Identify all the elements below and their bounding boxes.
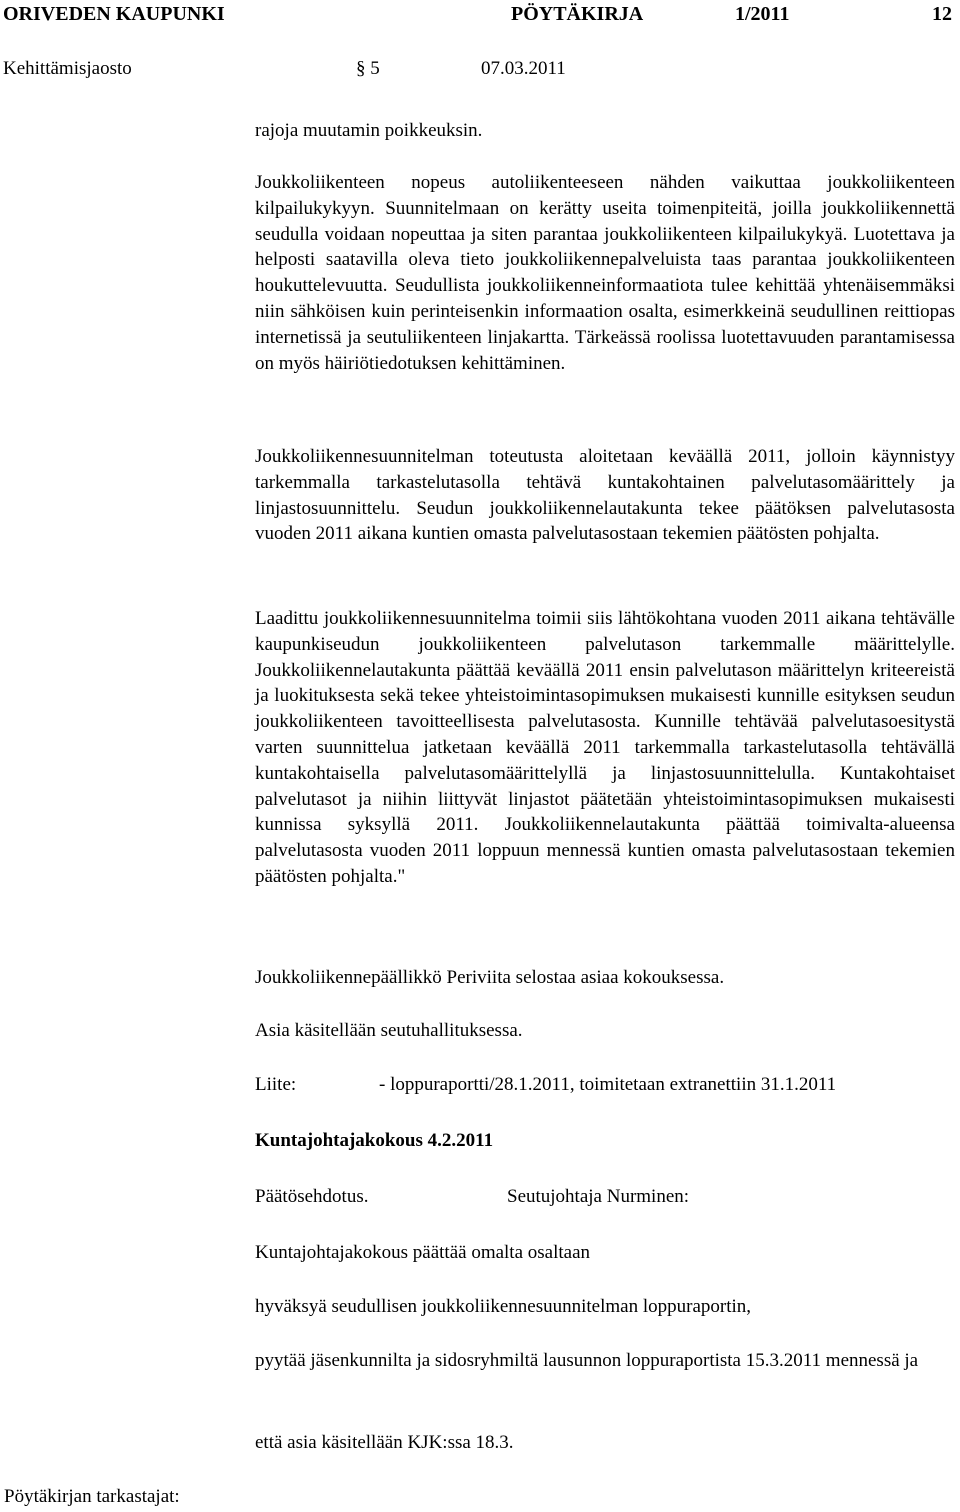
paragraph: Laadittu joukkoliikennesuunnitelma toimii siis lähtökohtana vuoden 2011 aikana tehtävälle kaupunkiseudun joukkoliikenteen palvelutason tarkemmalle määrittelylle. Joukkoliikennelautakunta päättää keväällä 2011 ensin palvelutason määrittelyn kriteereistä ja luokituksesta sekä tekee yhteistoimintasopimuksen mukaisesti kunnille esityksen seudun joukkoliikenteen tavoitteellisesta palvelutasosta. Kunnille tehtävää palvelutasoesitystä varten suunnittelua jatketaan keväällä 2011 tarkemmalla tarkastelutasolla tehtävällä kuntakohtaisella palvelutasomäärittelyllä ja linjastosuunnittelulla. Kuntakohtaiset palvelutasot ja niihin liittyvät linjastot päätetään yhteistoimintasopimuksen mukaisesti kunnissa syksyllä 2011. Joukkoliikennelautakunta päättää toimivalta-alueensa palvelutasosta vuoden 2011 loppuun mennessä kuntien omasta palvelutasostaan tekemien päätösten pohjalta." [255, 608, 955, 887]
section-number: § 5 [356, 58, 380, 79]
section-heading: Kuntajohtajakokous 4.2.2011 [255, 1130, 494, 1151]
decision-line: hyväksyä seudullisen joukkoliikennesuunnitelman loppuraportin, [255, 1296, 752, 1317]
document-type: PÖYTÄKIRJA [511, 3, 644, 25]
decision-line: pyytää jäsenkunnilta ja sidosryhmiltä lausunnon loppuraportista 15.3.2011 mennessä ja [255, 1350, 919, 1371]
footer-signature-label: Pöytäkirjan tarkastajat: [4, 1486, 180, 1507]
meeting-info [0, 58, 960, 86]
proposal-label: Päätösehdotus. [255, 1186, 369, 1207]
page-number: 12 [932, 3, 952, 25]
paragraph: Joukkoliikennesuunnitelman toteutusta aloitetaan keväällä 2011, jolloin käynnistyy tarkemmalla tarkastelutasolla tehtävä kuntakohtainen palvelutasomäärittely ja linjastosuunnittelu. Seudun joukkoliikennelautakunta tekee päätöksen palvelutasosta vuoden 2011 aikana kuntien omasta palvelutasostaan tekemien päätösten pohjalta. [255, 446, 955, 545]
committee-name: Kehittämisjaosto [3, 58, 132, 79]
decision-line: Kuntajohtajakokous päättää omalta osaltaan [255, 1242, 591, 1263]
meeting-date: 07.03.2011 [481, 58, 566, 79]
document-header [0, 0, 960, 32]
proposal-presenter: Seutujohtaja Nurminen: [507, 1186, 690, 1207]
organization-name: ORIVEDEN KAUPUNKI [3, 3, 225, 25]
paragraph: Joukkoliikennepäällikkö Periviita selostaa asiaa kokouksessa. [255, 967, 725, 988]
attachment-value: - loppuraportti/28.1.2011, toimitetaan extranettiin 31.1.2011 [379, 1074, 837, 1095]
attachment-label: Liite: [255, 1074, 297, 1095]
paragraph: Asia käsitellään seutuhallituksessa. [255, 1020, 523, 1041]
paragraph: Joukkoliikenteen nopeus autoliikenteeseen nähden vaikuttaa joukkoliikenteen kilpailukykyyn. Suunnitelmaan on kerätty useita toimenpiteitä, joilla joukkoliikennettä seudulla voidaan nopeuttaa ja siten parantaa joukkoliikenteen kilpailukykyä. Luotettava ja helposti saatavilla oleva tieto joukkoliikennepalveluista taas parantaa joukkoliikenteen houkuttelevuutta. Seudullista joukkoliikenneinformaatiota tulee kehittää yhtenäisemmäksi niin sähköisen kuin perinteisenkin informaation osalta, esimerkkeinä seudullinen reittiopas internetissä ja seutuliikenteen linjakartta. Tärkeässä roolissa luotettavuuden parantamisessa on myös häiriötiedotuksen kehittäminen. [255, 172, 955, 374]
decision-line: että asia käsitellään KJK:ssa 18.3. [255, 1432, 514, 1453]
document-number: 1/2011 [735, 3, 790, 25]
paragraph: rajoja muutamin poikkeuksin. [255, 120, 483, 141]
